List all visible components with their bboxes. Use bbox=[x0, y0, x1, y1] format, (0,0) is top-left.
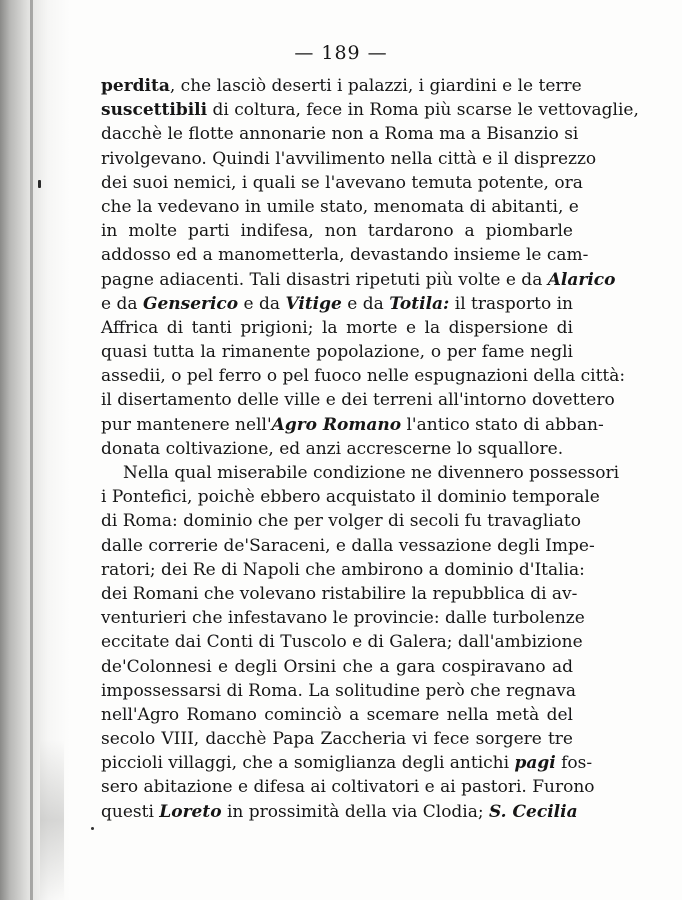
text-run: sero abitazione e difesa ai coltivatori e ai pastori. Furono bbox=[101, 777, 595, 798]
bold-text: suscettibili bbox=[101, 100, 208, 121]
bold-text: perdita bbox=[101, 76, 170, 96]
text-run: il disertamento delle ville e dei terreni all'intorno dovettero bbox=[101, 390, 615, 411]
text-run: rivolgevano. Quindi l'avvilimento nella città e il disprezzo bbox=[101, 148, 597, 169]
text-line bbox=[101, 195, 579, 219]
text-line bbox=[101, 509, 581, 533]
text-line bbox=[101, 388, 615, 412]
italic-term: Loreto bbox=[159, 801, 222, 822]
text-run: e da bbox=[238, 293, 286, 314]
text-run: nell'Agro Romano cominciò a scemare nella metà del bbox=[101, 704, 573, 725]
text-run: dalle correrie de'Saraceni, e dalla vessazione degli Impe- bbox=[101, 535, 595, 556]
text-line bbox=[101, 98, 639, 122]
text-line bbox=[101, 437, 573, 461]
text-line bbox=[101, 292, 573, 316]
text-run: dacchè le flotte annonarie non a Roma ma a Bisanzio si bbox=[101, 124, 579, 145]
text-run: e da bbox=[341, 293, 390, 314]
text-run: l'antico stato di abban- bbox=[401, 414, 604, 435]
text-line bbox=[101, 655, 573, 679]
text-line bbox=[101, 703, 573, 727]
text-line bbox=[101, 147, 597, 171]
text-run: venturieri che infestavano le provincie: dalle turbolenze bbox=[101, 608, 585, 629]
text-line bbox=[101, 122, 579, 146]
italic-term: Genserico bbox=[142, 293, 239, 314]
text-run: pur mantenere nell' bbox=[101, 414, 272, 435]
text-run: questi bbox=[101, 801, 160, 822]
text-run: in molte parti indifesa, non tardarono a piombarle bbox=[101, 221, 573, 242]
text-line bbox=[101, 171, 583, 195]
text-run: impossessarsi di Roma. La solitudine però che regnava bbox=[101, 680, 576, 701]
text-line bbox=[101, 340, 573, 364]
text-line bbox=[101, 74, 582, 98]
text-run: il trasporto in bbox=[449, 293, 573, 314]
text-run: assedii, o pel ferro o pel fuoco nelle espugnazioni della città: bbox=[101, 366, 626, 387]
text-line bbox=[101, 800, 578, 824]
text-run: secolo VIII, dacchè Papa Zaccheria vi fece sorgere tre bbox=[101, 729, 573, 750]
text-run: de'Colonnesi e degli Orsini che a gara cospiravano ad bbox=[101, 656, 573, 677]
text-line bbox=[101, 679, 576, 703]
text-run: di coltura, fece in Roma più scarse le vettovaglie, bbox=[207, 100, 639, 121]
italic-term: Vitige bbox=[285, 293, 342, 314]
text-run: donata coltivazione, ed anzi accrescerne lo squallore. bbox=[101, 438, 564, 459]
binding-edge-line bbox=[30, 0, 33, 900]
text-run: in prossimità della via Clodia; bbox=[221, 801, 490, 822]
text-run: che la vedevano in umile stato, menomata di abitanti, e bbox=[101, 196, 579, 217]
page-number: — 189 — bbox=[294, 42, 388, 64]
text-line bbox=[101, 751, 593, 775]
text-run: fos- bbox=[555, 753, 593, 774]
text-run: di Roma: dominio che per volger di secoli fu travagliato bbox=[101, 511, 581, 532]
text-run: , che lasciò deserti i palazzi, i giardini e le terre bbox=[169, 76, 582, 96]
text-run: pagne adiacenti. Tali disastri ripetuti più volte e da bbox=[101, 269, 548, 290]
text-line bbox=[101, 243, 589, 267]
text-line bbox=[101, 558, 585, 582]
text-run: ratori; dei Re di Napoli che ambirono a dominio d'Italia: bbox=[101, 559, 585, 580]
italic-term: Alarico bbox=[547, 269, 616, 290]
text-line bbox=[101, 727, 573, 751]
text-run: dei Romani che volevano ristabilire la repubblica di av- bbox=[101, 583, 578, 604]
text-run: piccioli villaggi, che a somiglianza degli antichi bbox=[101, 753, 515, 774]
margin-dot-mark bbox=[91, 827, 94, 830]
text-line bbox=[101, 461, 620, 485]
italic-term: Agro Romano bbox=[271, 414, 402, 435]
text-line bbox=[101, 606, 585, 630]
text-line bbox=[101, 582, 578, 606]
text-run: eccitate dai Conti di Tuscolo e di Galera; dall'ambizione bbox=[101, 632, 583, 653]
text-run: Affrica di tanti prigioni; la morte e la dispersione di bbox=[101, 317, 573, 338]
text-line bbox=[101, 630, 583, 654]
text-line bbox=[101, 485, 600, 509]
text-run: e da bbox=[101, 293, 143, 314]
italic-term: S. Cecilia bbox=[489, 801, 578, 822]
text-line bbox=[101, 775, 595, 799]
text-run: addosso ed a manometterla, devastando insieme le cam- bbox=[101, 245, 589, 266]
text-line bbox=[101, 413, 604, 437]
italic-term: Totila: bbox=[389, 293, 450, 314]
margin-ink-mark bbox=[38, 180, 41, 188]
text-run: Nella qual miserabile condizione ne divennero possessori bbox=[123, 463, 620, 483]
text-line bbox=[101, 219, 573, 243]
text-run: quasi tutta la rimanente popolazione, o per fame negli bbox=[101, 342, 573, 363]
text-line bbox=[101, 316, 573, 340]
italic-term: pagi bbox=[514, 753, 556, 774]
text-run: dei suoi nemici, i quali se l'avevano temuta potente, ora bbox=[101, 172, 583, 193]
text-line bbox=[101, 364, 626, 388]
body-text bbox=[101, 74, 639, 824]
margin-smudge bbox=[40, 740, 64, 900]
text-line bbox=[101, 268, 616, 292]
text-line bbox=[101, 534, 595, 558]
text-run: i Pontefici, poichè ebbero acquistato il dominio temporale bbox=[101, 487, 600, 508]
